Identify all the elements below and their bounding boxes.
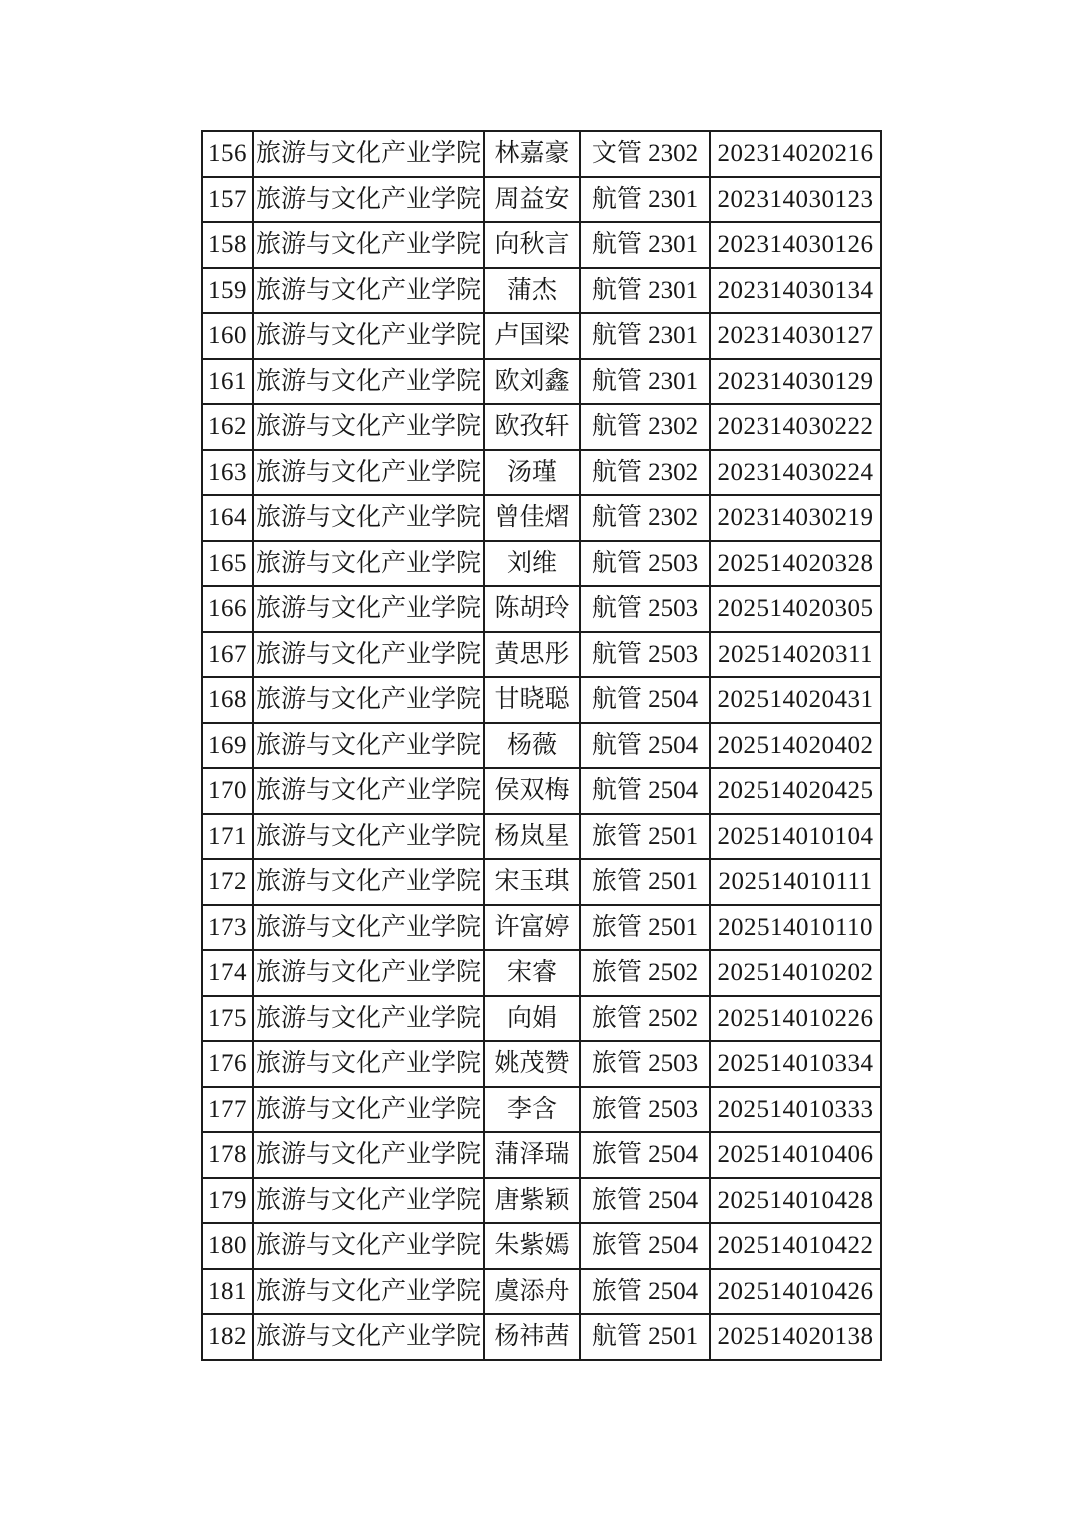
- cell-class: 旅管 2502: [580, 950, 710, 996]
- cell-number: 166: [202, 586, 253, 632]
- cell-name: 陈胡玲: [484, 586, 580, 632]
- cell-student-id: 202514010334: [710, 1041, 881, 1087]
- cell-number: 167: [202, 632, 253, 678]
- cell-name: 甘晓聪: [484, 677, 580, 723]
- cell-name: 欧孜轩: [484, 404, 580, 450]
- cell-number: 178: [202, 1132, 253, 1178]
- cell-class: 旅管 2503: [580, 1087, 710, 1133]
- cell-number: 160: [202, 313, 253, 359]
- cell-class: 航管 2302: [580, 495, 710, 541]
- table-row: [202, 1314, 881, 1360]
- cell-student-id: 202314020216: [710, 131, 881, 177]
- cell-number: 181: [202, 1269, 253, 1315]
- cell-number: 182: [202, 1314, 253, 1360]
- cell-college: 旅游与文化产业学院: [253, 996, 484, 1042]
- table-row: [202, 313, 881, 359]
- cell-class: 航管 2504: [580, 677, 710, 723]
- cell-student-id: 202514010422: [710, 1223, 881, 1269]
- cell-class: 航管 2301: [580, 222, 710, 268]
- cell-college: 旅游与文化产业学院: [253, 1223, 484, 1269]
- table-row: [202, 1132, 881, 1178]
- cell-student-id: 202314030129: [710, 359, 881, 405]
- cell-college: 旅游与文化产业学院: [253, 1269, 484, 1315]
- cell-college: 旅游与文化产业学院: [253, 586, 484, 632]
- table-row: [202, 768, 881, 814]
- table-row: [202, 1178, 881, 1224]
- cell-number: 161: [202, 359, 253, 405]
- cell-class: 航管 2503: [580, 541, 710, 587]
- cell-number: 165: [202, 541, 253, 587]
- cell-student-id: 202514010406: [710, 1132, 881, 1178]
- cell-college: 旅游与文化产业学院: [253, 313, 484, 359]
- cell-student-id: 202314030123: [710, 177, 881, 223]
- cell-class: 旅管 2504: [580, 1132, 710, 1178]
- cell-student-id: 202314030224: [710, 450, 881, 496]
- cell-student-id: 202514010226: [710, 996, 881, 1042]
- cell-student-id: 202514020431: [710, 677, 881, 723]
- table-row: [202, 404, 881, 450]
- cell-class: 旅管 2503: [580, 1041, 710, 1087]
- cell-number: 175: [202, 996, 253, 1042]
- cell-college: 旅游与文化产业学院: [253, 222, 484, 268]
- cell-number: 164: [202, 495, 253, 541]
- cell-number: 172: [202, 859, 253, 905]
- cell-number: 173: [202, 905, 253, 951]
- table-row: [202, 1269, 881, 1315]
- cell-name: 侯双梅: [484, 768, 580, 814]
- cell-class: 旅管 2501: [580, 814, 710, 860]
- cell-student-id: 202514010111: [710, 859, 881, 905]
- cell-class: 旅管 2504: [580, 1223, 710, 1269]
- cell-name: 周益安: [484, 177, 580, 223]
- table-row: [202, 1223, 881, 1269]
- cell-college: 旅游与文化产业学院: [253, 859, 484, 905]
- cell-name: 向秋言: [484, 222, 580, 268]
- cell-name: 蒲泽瑞: [484, 1132, 580, 1178]
- cell-college: 旅游与文化产业学院: [253, 131, 484, 177]
- cell-student-id: 202314030222: [710, 404, 881, 450]
- cell-college: 旅游与文化产业学院: [253, 814, 484, 860]
- cell-student-id: 202514010202: [710, 950, 881, 996]
- cell-class: 旅管 2502: [580, 996, 710, 1042]
- cell-number: 157: [202, 177, 253, 223]
- cell-college: 旅游与文化产业学院: [253, 450, 484, 496]
- cell-college: 旅游与文化产业学院: [253, 1087, 484, 1133]
- cell-class: 旅管 2504: [580, 1269, 710, 1315]
- table-row: [202, 586, 881, 632]
- table-row: [202, 950, 881, 996]
- cell-name: 蒲杰: [484, 268, 580, 314]
- table-row: [202, 632, 881, 678]
- table-row: [202, 495, 881, 541]
- cell-student-id: 202514020311: [710, 632, 881, 678]
- cell-student-id: 202514010110: [710, 905, 881, 951]
- cell-student-id: 202314030134: [710, 268, 881, 314]
- cell-class: 航管 2503: [580, 632, 710, 678]
- cell-college: 旅游与文化产业学院: [253, 677, 484, 723]
- cell-class: 文管 2302: [580, 131, 710, 177]
- table-row: [202, 723, 881, 769]
- cell-college: 旅游与文化产业学院: [253, 1178, 484, 1224]
- cell-name: 欧刘鑫: [484, 359, 580, 405]
- cell-class: 旅管 2504: [580, 1178, 710, 1224]
- cell-number: 180: [202, 1223, 253, 1269]
- table-row: [202, 177, 881, 223]
- table-row: [202, 541, 881, 587]
- cell-class: 航管 2504: [580, 723, 710, 769]
- table-row: [202, 996, 881, 1042]
- cell-college: 旅游与文化产业学院: [253, 359, 484, 405]
- cell-name: 朱紫嫣: [484, 1223, 580, 1269]
- cell-number: 156: [202, 131, 253, 177]
- cell-college: 旅游与文化产业学院: [253, 541, 484, 587]
- cell-name: 黄思彤: [484, 632, 580, 678]
- cell-class: 航管 2301: [580, 313, 710, 359]
- cell-name: 唐紫颖: [484, 1178, 580, 1224]
- cell-number: 163: [202, 450, 253, 496]
- cell-number: 170: [202, 768, 253, 814]
- cell-college: 旅游与文化产业学院: [253, 268, 484, 314]
- cell-college: 旅游与文化产业学院: [253, 632, 484, 678]
- cell-student-id: 202514020328: [710, 541, 881, 587]
- cell-name: 汤瑾: [484, 450, 580, 496]
- student-roster-table: [201, 130, 882, 1361]
- cell-number: 168: [202, 677, 253, 723]
- table-row: [202, 359, 881, 405]
- table-row: [202, 859, 881, 905]
- cell-number: 162: [202, 404, 253, 450]
- cell-college: 旅游与文化产业学院: [253, 495, 484, 541]
- table-row: [202, 1087, 881, 1133]
- cell-college: 旅游与文化产业学院: [253, 404, 484, 450]
- cell-number: 174: [202, 950, 253, 996]
- cell-name: 向娟: [484, 996, 580, 1042]
- cell-number: 159: [202, 268, 253, 314]
- cell-name: 林嘉豪: [484, 131, 580, 177]
- cell-number: 158: [202, 222, 253, 268]
- cell-student-id: 202514020425: [710, 768, 881, 814]
- cell-name: 卢国梁: [484, 313, 580, 359]
- table-row: [202, 905, 881, 951]
- cell-student-id: 202514020138: [710, 1314, 881, 1360]
- cell-name: 杨岚星: [484, 814, 580, 860]
- table-row: [202, 450, 881, 496]
- cell-college: 旅游与文化产业学院: [253, 768, 484, 814]
- table-body: [202, 131, 881, 1360]
- cell-number: 177: [202, 1087, 253, 1133]
- cell-student-id: 202514020305: [710, 586, 881, 632]
- table-row: [202, 1041, 881, 1087]
- cell-class: 航管 2302: [580, 450, 710, 496]
- cell-student-id: 202514010104: [710, 814, 881, 860]
- cell-college: 旅游与文化产业学院: [253, 1314, 484, 1360]
- cell-student-id: 202514020402: [710, 723, 881, 769]
- cell-college: 旅游与文化产业学院: [253, 1041, 484, 1087]
- cell-college: 旅游与文化产业学院: [253, 723, 484, 769]
- cell-class: 航管 2501: [580, 1314, 710, 1360]
- cell-name: 许富婷: [484, 905, 580, 951]
- cell-name: 姚茂赞: [484, 1041, 580, 1087]
- cell-class: 航管 2301: [580, 177, 710, 223]
- cell-student-id: 202514010428: [710, 1178, 881, 1224]
- cell-number: 169: [202, 723, 253, 769]
- cell-name: 刘维: [484, 541, 580, 587]
- cell-class: 航管 2301: [580, 268, 710, 314]
- cell-name: 李含: [484, 1087, 580, 1133]
- table-row: [202, 677, 881, 723]
- cell-number: 176: [202, 1041, 253, 1087]
- table-row: [202, 222, 881, 268]
- cell-college: 旅游与文化产业学院: [253, 177, 484, 223]
- cell-student-id: 202514010426: [710, 1269, 881, 1315]
- cell-college: 旅游与文化产业学院: [253, 1132, 484, 1178]
- cell-number: 171: [202, 814, 253, 860]
- cell-name: 虞添舟: [484, 1269, 580, 1315]
- cell-student-id: 202314030127: [710, 313, 881, 359]
- cell-number: 179: [202, 1178, 253, 1224]
- cell-class: 航管 2503: [580, 586, 710, 632]
- cell-class: 航管 2301: [580, 359, 710, 405]
- cell-student-id: 202314030126: [710, 222, 881, 268]
- cell-student-id: 202314030219: [710, 495, 881, 541]
- cell-class: 旅管 2501: [580, 859, 710, 905]
- cell-name: 杨薇: [484, 723, 580, 769]
- cell-class: 航管 2302: [580, 404, 710, 450]
- cell-name: 宋睿: [484, 950, 580, 996]
- cell-name: 杨祎茜: [484, 1314, 580, 1360]
- cell-college: 旅游与文化产业学院: [253, 905, 484, 951]
- table-row: [202, 268, 881, 314]
- cell-name: 曾佳熠: [484, 495, 580, 541]
- cell-class: 旅管 2501: [580, 905, 710, 951]
- cell-college: 旅游与文化产业学院: [253, 950, 484, 996]
- table-row: [202, 814, 881, 860]
- cell-class: 航管 2504: [580, 768, 710, 814]
- cell-student-id: 202514010333: [710, 1087, 881, 1133]
- cell-name: 宋玉琪: [484, 859, 580, 905]
- table-row: [202, 131, 881, 177]
